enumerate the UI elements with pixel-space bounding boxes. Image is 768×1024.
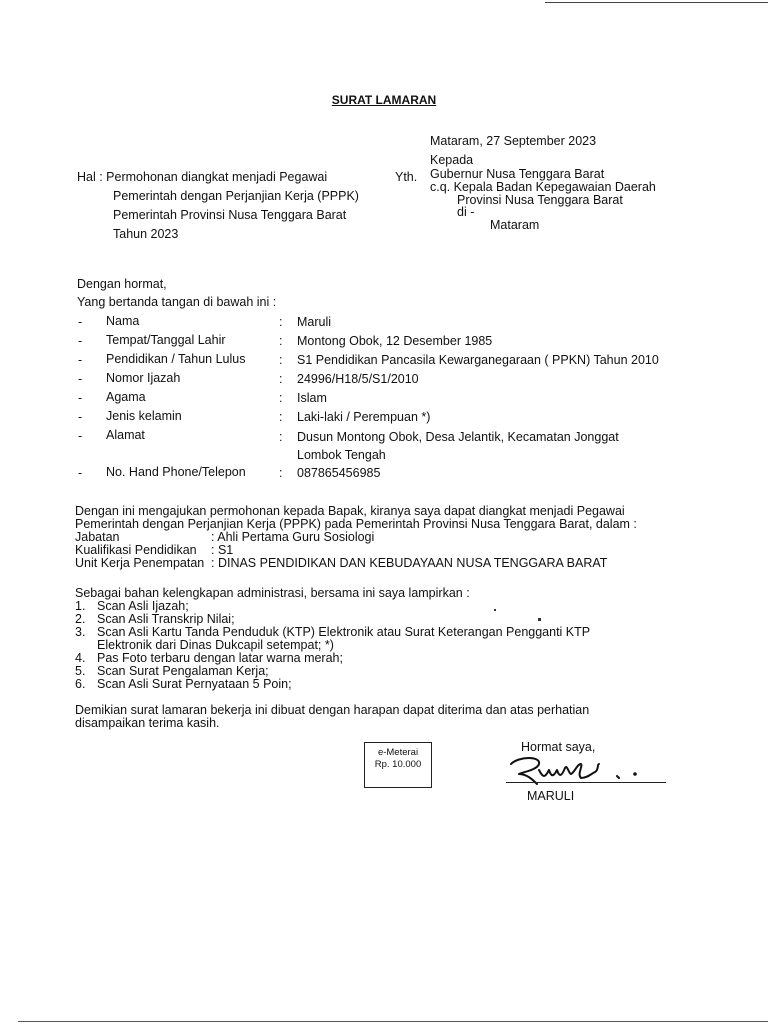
closing-line-2: disampaikan terima kasih. bbox=[75, 716, 220, 730]
identity-value-continued: Lombok Tengah bbox=[297, 448, 386, 462]
position-label: Jabatan bbox=[75, 530, 120, 544]
list-item: Scan Asli Ijazah; bbox=[97, 599, 189, 613]
dash-bullet: - bbox=[78, 410, 83, 424]
dash-bullet: - bbox=[78, 466, 83, 480]
attachments-intro: Sebagai bahan kelengkapan administrasi, bersama ini saya lampirkan : bbox=[75, 586, 470, 600]
colon: : bbox=[279, 334, 283, 348]
identity-label: Nama bbox=[106, 314, 140, 328]
subject-line-2: Pemerintah dengan Perjanjian Kerja (PPPK) bbox=[113, 189, 359, 203]
identity-value: S1 Pendidikan Pancasila Kewarganegaraan ( PPKN) Tahun 2010 bbox=[297, 353, 659, 367]
identity-value: Laki-laki / Perempuan *) bbox=[297, 410, 431, 424]
list-item-number: 2. bbox=[75, 612, 86, 626]
list-item-number: 4. bbox=[75, 651, 86, 665]
dash-bullet: - bbox=[78, 334, 83, 348]
identity-value: Dusun Montong Obok, Desa Jelantik, Kecamatan Jonggat bbox=[297, 430, 619, 444]
colon: : bbox=[279, 430, 283, 444]
subject-line-1: Hal : Permohonan diangkat menjadi Pegawai bbox=[77, 170, 328, 184]
colon: : bbox=[279, 315, 283, 329]
list-item-number: 5. bbox=[75, 664, 86, 678]
signature-greeting: Hormat saya, bbox=[521, 740, 596, 754]
colon: : bbox=[279, 466, 283, 480]
e-meterai-box bbox=[364, 742, 432, 788]
request-line-1: Dengan ini mengajukan permohonan kepada Bapak, kiranya saya dapat diangkat menjadi Pegawai bbox=[75, 504, 625, 518]
recipient-line-5: Mataram bbox=[490, 218, 540, 232]
dash-bullet: - bbox=[78, 372, 83, 386]
list-item-number: 1. bbox=[75, 599, 86, 613]
closing-line-1: Demikian surat lamaran bekerja ini dibuat dengan harapan dapat diterima dan atas perhatian bbox=[75, 703, 590, 717]
bottom-scan-line bbox=[18, 1021, 768, 1022]
identity-label: Alamat bbox=[106, 428, 145, 442]
identity-value: 087865456985 bbox=[297, 466, 381, 480]
list-item: Scan Asli Surat Pernyataan 5 Poin; bbox=[97, 677, 292, 691]
intro-text: Yang bertanda tangan di bawah ini : bbox=[77, 295, 277, 309]
identity-label: No. Hand Phone/Telepon bbox=[106, 465, 246, 479]
recipient-yth: Yth. bbox=[395, 170, 418, 184]
recipient-line-4: di - bbox=[457, 205, 475, 219]
dash-bullet: - bbox=[78, 315, 83, 329]
colon: : bbox=[279, 391, 283, 405]
recipient-line-2: c.q. Kepala Badan Kepegawaian Daerah bbox=[430, 180, 656, 194]
identity-label: Agama bbox=[106, 390, 146, 404]
list-item: Pas Foto terbaru dengan latar warna merah; bbox=[97, 651, 343, 665]
identity-label: Tempat/Tanggal Lahir bbox=[106, 333, 226, 347]
list-item: Scan Asli Kartu Tanda Penduduk (KTP) Elektronik atau Surat Keterangan Pengganti KTP bbox=[97, 625, 591, 639]
letter-title: SURAT LAMARAN bbox=[331, 93, 437, 107]
colon: : bbox=[279, 372, 283, 386]
list-item-number: 6. bbox=[75, 677, 86, 691]
dash-bullet: - bbox=[78, 353, 83, 367]
request-line-2: Pemerintah dengan Perjanjian Kerja (PPPK) pada Pemerintah Provinsi Nusa Tenggara Barat, dalam : bbox=[75, 517, 637, 531]
subject-line-4: Tahun 2023 bbox=[113, 227, 179, 241]
scan-speck bbox=[494, 609, 496, 611]
recipient-line-1: Gubernur Nusa Tenggara Barat bbox=[430, 167, 605, 181]
dash-bullet: - bbox=[78, 429, 83, 443]
identity-label: Jenis kelamin bbox=[106, 409, 182, 423]
identity-value: Maruli bbox=[297, 315, 332, 329]
handwritten-signature bbox=[505, 750, 675, 790]
dash-bullet: - bbox=[78, 391, 83, 405]
meterai-amount: Rp. 10.000 bbox=[374, 759, 422, 770]
recipient-line-3: Provinsi Nusa Tenggara Barat bbox=[457, 193, 623, 207]
list-item-continued: Elektronik dari Dinas Dukcapil setempat; *) bbox=[97, 638, 334, 652]
position-value: : Ahli Pertama Guru Sosiologi bbox=[211, 530, 375, 544]
scan-speck bbox=[538, 618, 541, 621]
list-item-number: 3. bbox=[75, 625, 86, 639]
recipient-kepada: Kepada bbox=[430, 153, 474, 167]
colon: : bbox=[279, 353, 283, 367]
top-scan-line bbox=[545, 2, 768, 3]
position-label: Kualifikasi Pendidikan bbox=[75, 543, 197, 557]
meterai-label: e-Meterai bbox=[377, 747, 419, 758]
greeting: Dengan hormat, bbox=[77, 277, 167, 291]
subject-line-3: Pemerintah Provinsi Nusa Tenggara Barat bbox=[113, 208, 347, 222]
letter-date: Mataram, 27 September 2023 bbox=[430, 134, 597, 148]
signature-line bbox=[506, 782, 666, 783]
list-item: Scan Asli Transkrip Nilai; bbox=[97, 612, 235, 626]
position-value: : DINAS PENDIDIKAN DAN KEBUDAYAAN NUSA TENGGARA BARAT bbox=[211, 556, 608, 570]
position-label: Unit Kerja Penempatan bbox=[75, 556, 205, 570]
signatory-name: MARULI bbox=[527, 789, 575, 803]
identity-label: Nomor Ijazah bbox=[106, 371, 181, 385]
identity-label: Pendidikan / Tahun Lulus bbox=[106, 352, 246, 366]
identity-value: 24996/H18/5/S1/2010 bbox=[297, 372, 419, 386]
colon: : bbox=[279, 410, 283, 424]
identity-value: Montong Obok, 12 Desember 1985 bbox=[297, 334, 493, 348]
list-item: Scan Surat Pengalaman Kerja; bbox=[97, 664, 269, 678]
identity-value: Islam bbox=[297, 391, 327, 405]
position-value: : S1 bbox=[211, 543, 234, 557]
